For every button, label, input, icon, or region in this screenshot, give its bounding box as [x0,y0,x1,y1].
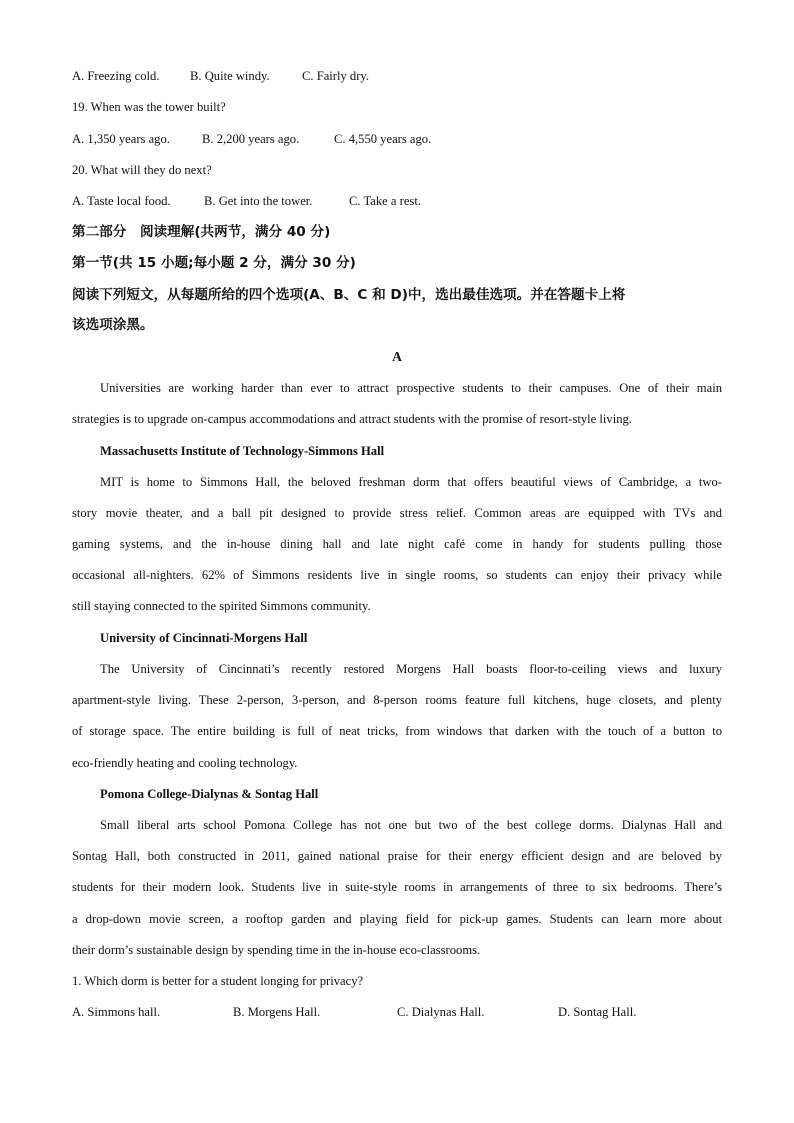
uc-line-1: The University of Cincinnati’s recently restored Morgens Hall boasts floor-to-ceiling views and luxury [100,662,722,676]
uc-heading: University of Cincinnati-Morgens Hall [100,631,308,645]
q1-options [72,1004,636,1020]
q18-option-b: B. Quite windy. [190,69,270,83]
mit-line-5: still staying connected to the spirited Simmons community. [72,599,371,613]
uc-line-4: eco-friendly heating and cooling technology. [72,756,298,770]
mit-line-4: occasional all-nighters. 62% of Simmons residents live in single rooms, so students can enjoy their privacy while [72,568,722,582]
intro-line-1: Universities are working harder than ever to attract prospective students to their campuses. One of their main [100,381,722,395]
q20-options [72,193,421,209]
instructions-line-2: 该选项涂黑。 [72,317,154,333]
uc-line-2: apartment-style living. These 2-person, 3-person, and 8-person rooms feature full kitchens, huge closets, and plenty [72,693,722,707]
q18-option-a: A. Freezing cold. [72,69,160,83]
intro-line-2: strategies is to upgrade on-campus accommodations and attract students with the promise of resort-style living. [72,412,632,426]
q1-option-b: B. Morgens Hall. [233,1005,321,1019]
section1-title: 第一节(共 15 小题;每小题 2 分，满分 30 分) [72,255,356,271]
q1-question: 1. Which dorm is better for a student longing for privacy? [72,974,364,988]
mit-line-3: gaming systems, and the in-house dining hall and late night café come in handy for students pulling those [72,537,722,551]
q1-option-d: D. Sontag Hall. [558,1005,637,1019]
pomona-line-2: Sontag Hall, both constructed in 2011, gained national praise for their energy efficient design and are beloved by [72,849,722,863]
q1-option-a: A. Simmons hall. [72,1005,161,1019]
pomona-line-4: a drop-down movie screen, a rooftop garden and playing field for pick-up games. Students can learn more about [72,912,722,926]
q20-question: 20. What will they do next? [72,163,212,177]
q19-question: 19. When was the tower built? [72,100,226,114]
part2-title: 第二部分 阅读理解(共两节，满分 40 分) [72,224,331,240]
q20-option-c: C. Take a rest. [349,194,421,208]
instructions-line-1: 阅读下列短文，从每题所给的四个选项(A、B、C 和 D)中，选出最佳选项。并在答题卡上将 [72,287,626,303]
pomona-heading: Pomona College-Dialynas & Sontag Hall [100,787,319,801]
q1-option-c: C. Dialynas Hall. [397,1005,485,1019]
uc-line-3: of storage space. The entire building is full of neat tricks, from windows that darken with the touch of a button to [72,724,722,738]
q18-option-c: C. Fairly dry. [302,69,370,83]
q19-option-a: A. 1,350 years ago. [72,132,170,146]
q20-option-a: A. Taste local food. [72,194,171,208]
pomona-line-3: students for their modern look. Students live in suite-style rooms in arrangements of three to six bedrooms. There’s [72,880,722,894]
pomona-line-1: Small liberal arts school Pomona College has not one but two of the best college dorms. Dialynas Hall and [100,818,722,832]
mit-line-2: story movie theater, and a ball pit designed to provide stress relief. Common areas are equipped with TVs and [72,506,722,520]
q19-options [72,131,431,147]
mit-line-1: MIT is home to Simmons Hall, the beloved freshman dorm that offers beautiful views of Cambridge, a two- [100,475,722,489]
exam-page [72,0,722,1123]
pomona-line-5: their dorm’s sustainable design by spending time in the in-house eco-classrooms. [72,943,481,957]
q20-option-b: B. Get into the tower. [204,194,313,208]
q18-options [72,68,369,84]
passage-letter: A [392,349,402,364]
mit-heading: Massachusetts Institute of Technology-Simmons Hall [100,444,385,458]
q19-option-b: B. 2,200 years ago. [202,132,300,146]
q19-option-c: C. 4,550 years ago. [334,132,432,146]
